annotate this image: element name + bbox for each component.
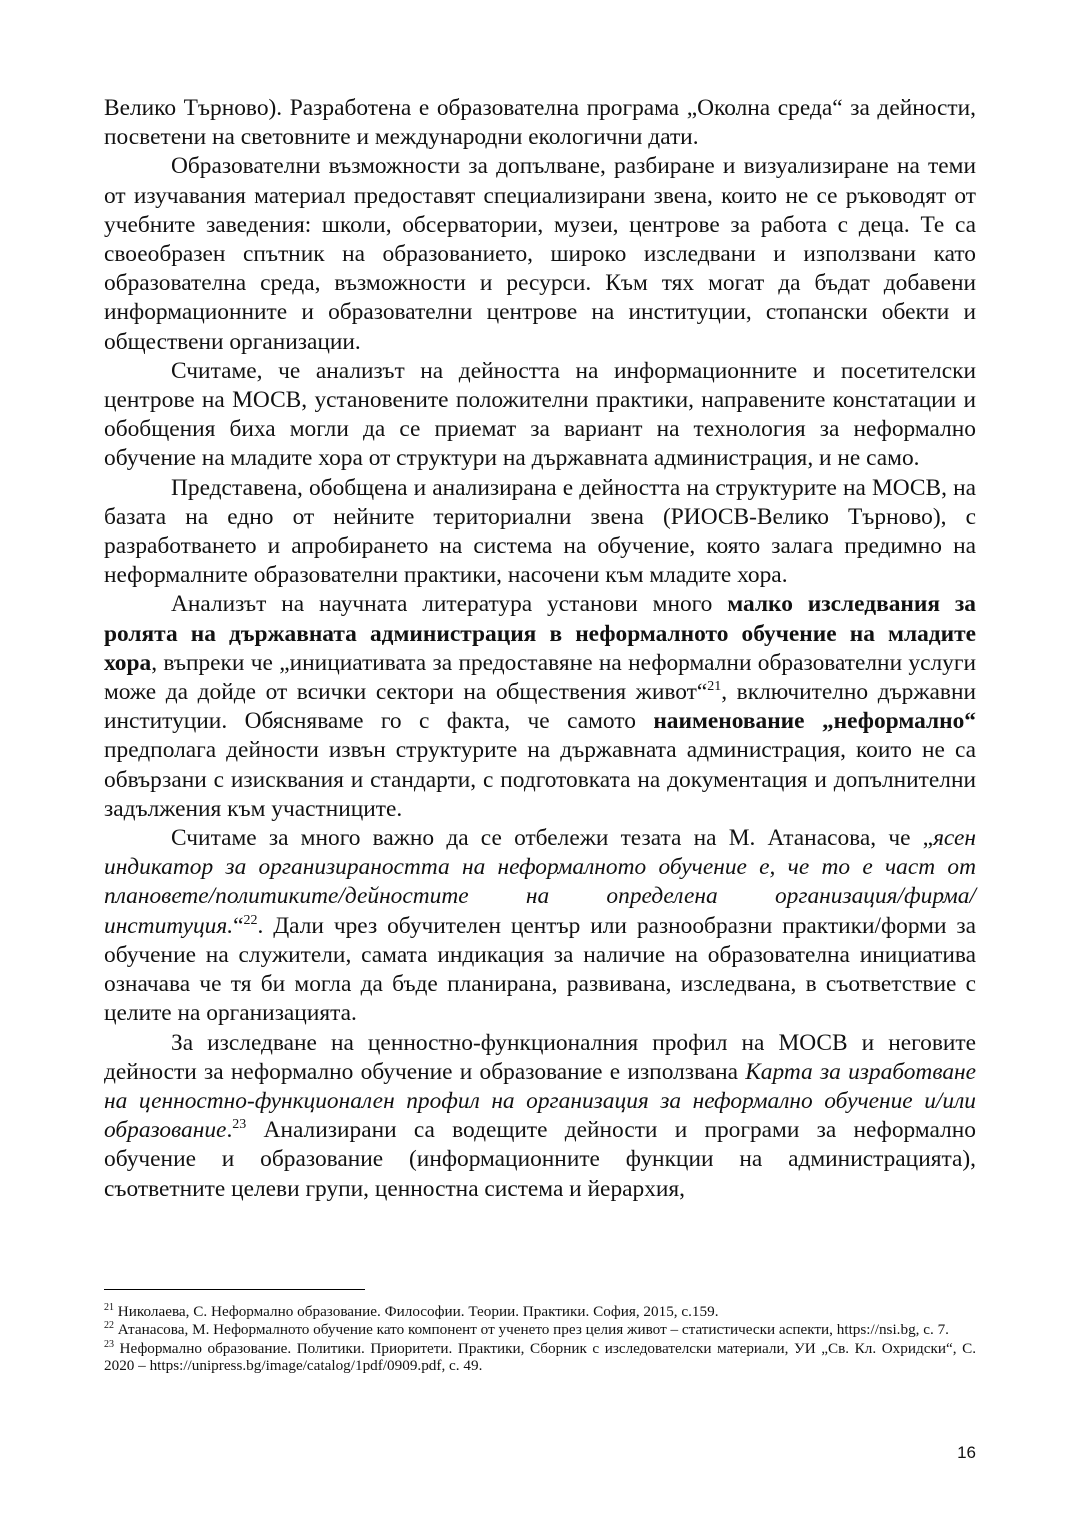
paragraph-5 xyxy=(104,824,976,1028)
footnote-ref-23[interactable]: 23 xyxy=(232,1117,247,1133)
footnote-23 xyxy=(104,1340,976,1375)
footnote-separator xyxy=(104,1289,365,1290)
paragraph-4-text-3: предполага дейности извън структурите на държавната администрация, които не са обвързани с изисквания и стандарти, с подготовката на документация и допълнителни задължения към участниците. xyxy=(104,737,976,822)
paragraph-4-bold: малко изследвания за ролята на държавната администрация в неформалното обучение на младите хора xyxy=(104,591,976,676)
footnote-ref-21[interactable]: 21 xyxy=(707,679,722,695)
paragraph-6-italic: Карта за изработване на ценностно-функционален профил на организация за неформално обучение и/или образование xyxy=(104,1058,976,1144)
paragraph-5-text: Считаме за много важно да се отбележи тезата на М. Атанасова, че „ xyxy=(171,825,934,852)
paragraph-4-bold-2: наименование „неформално“ xyxy=(653,708,976,735)
paragraph-6-period: . xyxy=(226,1117,233,1144)
footnotes xyxy=(104,1303,976,1375)
paragraph-4-quote: , въпреки че „инициативата за предоставяне на неформални образователни услуги може да дойде от всички сектори на обществения живот“ xyxy=(104,649,976,706)
footnote-23-number: 23 xyxy=(104,1338,114,1350)
paragraph-3-text: Представена, обобщена и анализирана е дейността на структурите на МОСВ, на базата на едно от нейните териториални звена (РИОСВ-Велико Търново), с разработването и апробирането на система на обучение, която залага предимно на неформалните образователни практики, насочени към младите хора. xyxy=(104,474,976,589)
paragraph-6-text-2: Анализирани са водещите дейности и програми за неформално обучение и образование (информационните функции на администрацията), съответните целеви групи, ценностна система и йерархия, xyxy=(104,1117,976,1202)
paragraph-4 xyxy=(104,590,976,824)
footnote-21 xyxy=(104,1303,976,1320)
paragraph-6-text: За изследване на ценностно-функционалния профил на МОСВ и неговите дейности за неформално обучение и образование е използвана xyxy=(104,1029,976,1085)
paragraph-6 xyxy=(104,1029,976,1204)
paragraph-2-text: Считаме, че анализът на дейността на информационните и посетителски центрове на МОСВ, установените положителни практики, направените констатации и обобщения биха могли да се приемат за вариант на технология за неформално обучение на младите хора от структури на държавната администрация, и не само. xyxy=(104,357,976,472)
paragraph-5-text-2: . Дали чрез обучителен център или разнообразни практики/форми за обучение на служители, самата индикация за наличие на образователна инициатива означава че тя би могла да бъде планирана, развивана, изследвана, в съответствие с целите на организацията. xyxy=(104,912,976,1027)
footnote-21-number: 21 xyxy=(104,1302,114,1313)
paragraph-4-text: Анализът на научната литература установи много xyxy=(171,591,728,618)
footnote-22-text: Атанасова, М. Неформалното обучение като компонент от ученето през целия живот – статистически аспекти, https://nsi.bg, с. 7. xyxy=(114,1321,949,1339)
footnote-21-text: Николаева, С. Неформално образование. Философии. Теории. Практики. София, 2015, с.159. xyxy=(114,1303,719,1320)
paragraph-0 xyxy=(104,94,976,152)
footnote-23-text: Неформално образование. Политики. Приоритети. Практики, Сборник с изследователски материали, УИ „Св. Кл. Охридски“, С. 2020 – https://unipress.bg/image/catalog/1pdf/0909.pdf, с. 49. xyxy=(104,1339,976,1374)
paragraph-1-text: Образователни възможности за допълване, разбиране и визуализиране на теми от изучавания материал предоставят специализирани звена, които не се ръководят от учебните заведения: школи, обсерватории, музеи, центрове за работа с деца. Те са своеобразен спътник на образованието, широко изследвани и използвани като образователна среда, възможности и ресурси. Към тях могат да бъдат добавени информационните и образователни центрове на институции, стопански обекти и обществени организации. xyxy=(104,153,976,355)
paragraph-3 xyxy=(104,474,976,591)
footnote-22 xyxy=(104,1321,976,1338)
page-number: 16 xyxy=(957,1443,976,1462)
paragraph-0-text: Велико Търново). Разработена е образователна програма „Околна среда“ за дейности, посветени на световните и международни екологични дати. xyxy=(104,95,976,151)
footnote-22-number: 22 xyxy=(104,1320,114,1332)
paragraph-1 xyxy=(104,152,976,356)
paragraph-5-italic: ясен индикатор за организираността на неформалното обучение е, че то е част от плановете/политиките/дейностите на определена организация/фирма/институция. xyxy=(104,825,976,939)
paragraph-5-closing-quote: “ xyxy=(233,912,244,939)
footnote-ref-22[interactable]: 22 xyxy=(243,912,258,928)
body-text xyxy=(104,94,976,1204)
paragraph-4-text-2: , включително държавни институции. Обясняваме го с факта, че самото xyxy=(104,679,977,735)
paragraph-2 xyxy=(104,357,976,474)
